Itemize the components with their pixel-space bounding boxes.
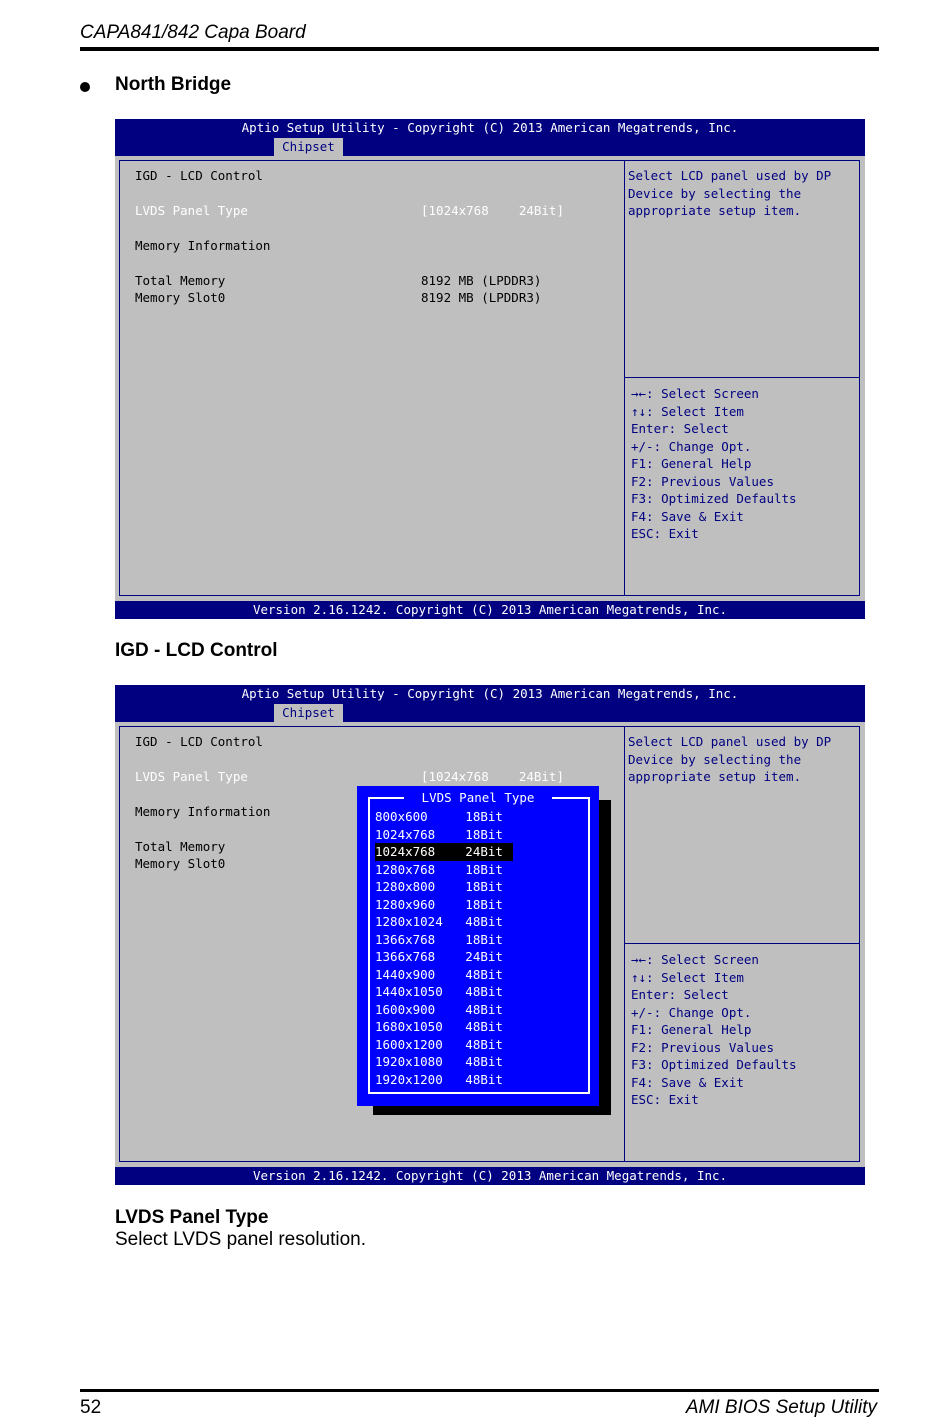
- header-divider: [80, 47, 879, 51]
- section-heading-lvds-panel-type: LVDS Panel Type: [115, 1207, 269, 1228]
- lvds-panel-type-label[interactable]: LVDS Panel Type: [135, 203, 248, 218]
- key-hint-f3: F3: Optimized Defaults: [631, 491, 797, 506]
- total-memory-label: Total Memory: [135, 839, 226, 854]
- key-hint-enter: Enter: Select: [631, 421, 729, 436]
- popup-option[interactable]: 1920x1200 48Bit: [375, 1071, 503, 1087]
- key-hint-f4: F4: Save & Exit: [631, 1074, 744, 1090]
- key-hint-change-opt: +/-: Change Opt.: [631, 1004, 752, 1020]
- memory-slot-label: Memory Slot0: [135, 856, 226, 871]
- key-hint-esc: ESC: Exit: [631, 1092, 699, 1107]
- key-hint-change-opt: +/-: Change Opt.: [631, 438, 752, 454]
- total-memory-label: Total Memory: [135, 273, 226, 288]
- document-header-title: CAPA841/842 Capa Board: [80, 22, 306, 43]
- lvds-panel-type-value[interactable]: [1024x768 24Bit]: [421, 203, 564, 218]
- key-hint-f3: F3: Optimized Defaults: [631, 1057, 797, 1072]
- footer-divider: [80, 1389, 879, 1392]
- lvds-panel-type-popup[interactable]: [357, 786, 599, 1106]
- popup-option[interactable]: 1920x1080 48Bit: [375, 1054, 503, 1069]
- popup-option-list: [375, 808, 513, 1088]
- popup-option[interactable]: 1366x768 24Bit: [375, 949, 503, 964]
- popup-option[interactable]: 1680x1050 48Bit: [375, 1019, 503, 1034]
- popup-title: LVDS Panel Type: [404, 790, 553, 805]
- bullet-icon: [80, 82, 90, 92]
- footer-title: AMI BIOS Setup Utility: [685, 1397, 877, 1418]
- lvds-panel-type-value[interactable]: [1024x768 24Bit]: [421, 769, 564, 784]
- popup-option[interactable]: 800x600 18Bit: [375, 809, 503, 824]
- bios-vertical-divider: [624, 726, 625, 1162]
- tab-chipset[interactable]: Chipset: [274, 704, 343, 722]
- bios-title: Aptio Setup Utility - Copyright (C) 2013 American Megatrends, Inc.: [241, 686, 739, 701]
- bios-main-frame: [119, 160, 860, 596]
- memory-slot-label: Memory Slot0: [135, 290, 226, 305]
- help-text-line: Select LCD panel used by DP: [628, 734, 832, 749]
- key-hint-select-screen: →←: Select Screen: [631, 952, 759, 967]
- key-hint-f2: F2: Previous Values: [631, 1039, 774, 1055]
- section-description: Select LVDS panel resolution.: [115, 1229, 367, 1250]
- key-hint-select-screen: →←: Select Screen: [631, 386, 759, 401]
- key-hint-esc: ESC: Exit: [631, 526, 699, 541]
- popup-option[interactable]: 1024x768 24Bit: [375, 843, 513, 861]
- key-hint-f4: F4: Save & Exit: [631, 508, 744, 524]
- bios-vertical-divider: [624, 160, 625, 596]
- help-text-line: Device by selecting the: [628, 185, 802, 201]
- key-hint-enter: Enter: Select: [631, 987, 729, 1002]
- popup-option[interactable]: 1366x768 18Bit: [375, 931, 503, 947]
- popup-option[interactable]: 1440x1050 48Bit: [375, 984, 503, 999]
- group-title: IGD - LCD Control: [135, 168, 263, 183]
- popup-option[interactable]: 1280x800 18Bit: [375, 879, 503, 894]
- key-hint-f1: F1: General Help: [631, 456, 752, 471]
- help-text-line: Select LCD panel used by DP: [628, 168, 832, 183]
- popup-option[interactable]: 1280x1024 48Bit: [375, 914, 503, 929]
- section-heading-igd-lcd-control: IGD - LCD Control: [115, 640, 278, 661]
- popup-option[interactable]: 1280x768 18Bit: [375, 861, 503, 877]
- key-hint-f1: F1: General Help: [631, 1022, 752, 1037]
- memory-information-label: Memory Information: [135, 238, 271, 253]
- total-memory-value: 8192 MB (LPDDR3): [421, 273, 542, 288]
- bios-screen-north-bridge: [115, 119, 865, 619]
- memory-information-label: Memory Information: [135, 804, 271, 819]
- key-hint-select-item: ↑↓: Select Item: [631, 403, 744, 419]
- lvds-panel-type-label[interactable]: LVDS Panel Type: [135, 769, 248, 784]
- bios-help-divider: [625, 943, 860, 944]
- bios-version-bar: Version 2.16.1242. Copyright (C) 2013 American Megatrends, Inc.: [115, 601, 865, 619]
- popup-option[interactable]: 1600x1200 48Bit: [375, 1036, 503, 1052]
- tab-chipset[interactable]: Chipset: [274, 138, 343, 156]
- page-number: 52: [80, 1397, 102, 1418]
- section-heading-north-bridge: North Bridge: [115, 74, 232, 95]
- help-text-line: appropriate setup item.: [628, 203, 802, 218]
- group-title: IGD - LCD Control: [135, 734, 263, 749]
- memory-slot-value: 8192 MB (LPDDR3): [421, 290, 542, 305]
- help-text-line: appropriate setup item.: [628, 769, 802, 784]
- bios-version-bar: Version 2.16.1242. Copyright (C) 2013 American Megatrends, Inc.: [115, 1167, 865, 1185]
- bios-help-divider: [625, 377, 860, 378]
- popup-option[interactable]: 1600x900 48Bit: [375, 1001, 503, 1017]
- bios-title: Aptio Setup Utility - Copyright (C) 2013 American Megatrends, Inc.: [241, 120, 739, 135]
- key-hint-f2: F2: Previous Values: [631, 473, 774, 489]
- popup-option[interactable]: 1024x768 18Bit: [375, 826, 503, 842]
- popup-option[interactable]: 1280x960 18Bit: [375, 896, 503, 912]
- help-text-line: Device by selecting the: [628, 751, 802, 767]
- key-hint-select-item: ↑↓: Select Item: [631, 969, 744, 985]
- popup-option[interactable]: 1440x900 48Bit: [375, 966, 503, 982]
- bios-screen-lvds-popup: [115, 685, 865, 1185]
